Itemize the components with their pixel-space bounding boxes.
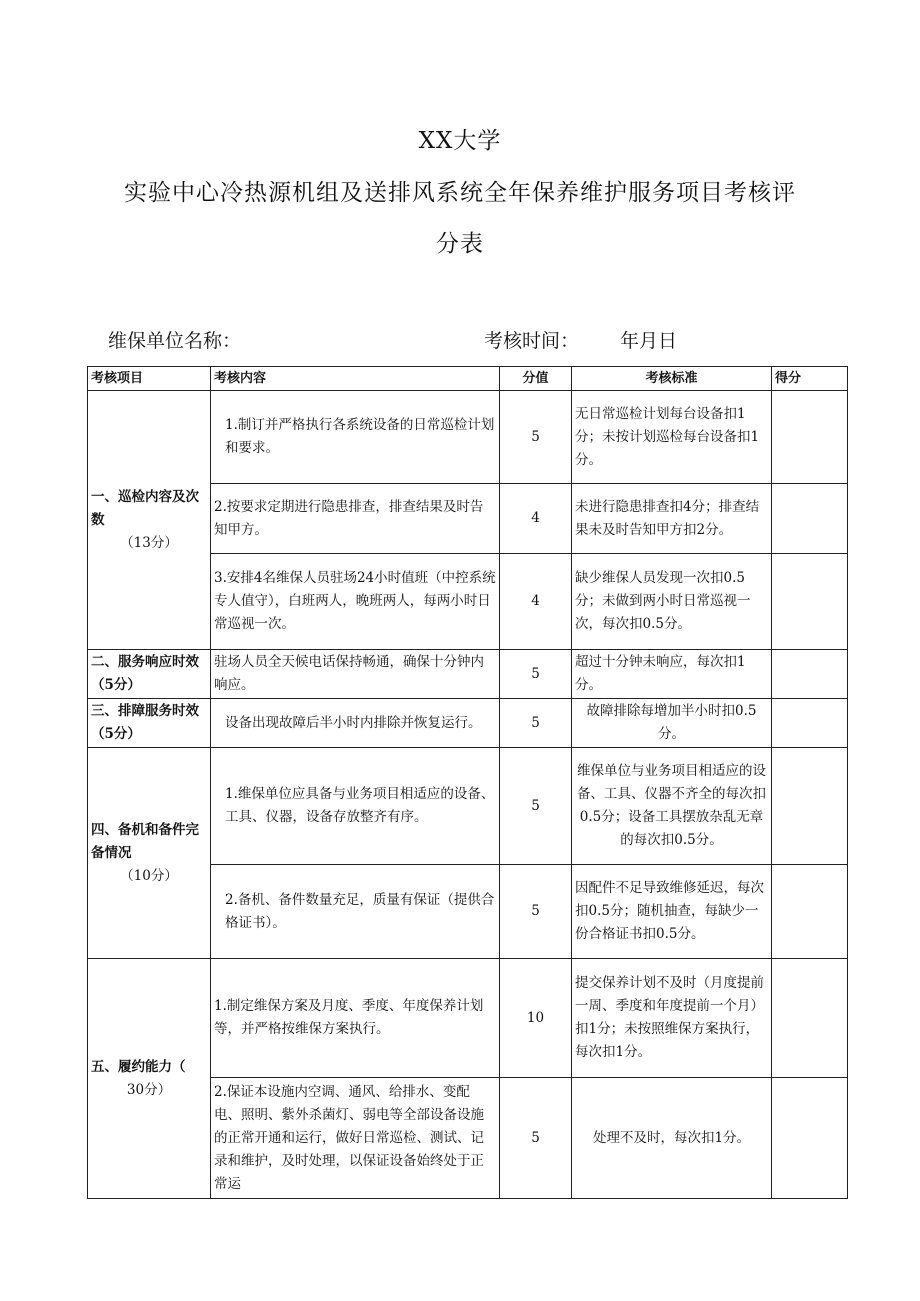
item-points: 30分） [126,1081,172,1098]
standard-cell: 处理不及时，每次扣1分。 [572,1078,772,1199]
content-cell: 1.制订并严格执行各系统设备的日常巡检计划和要求。 [211,391,500,484]
content-cell: 1.制定维保方案及月度、季度、年度保养计划等，并严格按维保方案执行。 [211,959,500,1078]
got-score-cell[interactable] [772,748,848,865]
got-score-cell[interactable] [772,699,848,748]
standard-cell: 未进行隐患排查扣4分；排查结果未及时告知甲方扣2分。 [572,484,772,554]
item-cell [88,650,211,699]
header-content: 考核内容 [211,367,500,391]
item-points: （13分） [120,534,178,551]
standard-cell: 超过十分钟未响应，每次扣1分。 [572,650,772,699]
standard-cell: 提交保养计划不及时（月度提前一周、季度和年度提前一个月）扣1分；未按照维保方案执行，每次扣1分。 [572,959,772,1078]
got-score-cell[interactable] [772,484,848,554]
got-score-cell[interactable] [772,554,848,650]
content-cell: 2.保证本设施内空调、通风、给排水、变配电、照明、紫外杀菌灯、弱电等全部设备设施的正常开通和运行，做好日常巡检、测试、记录和维护，及时处理，以保证设备始终处于正常运 [211,1078,500,1199]
header-standard: 考核标准 [572,367,772,391]
item-title: 五、履约能力（ [91,1058,186,1075]
score-cell: 10 [500,959,572,1078]
header-item: 考核项目 [88,367,211,391]
standard-cell: 维保单位与业务项目相适应的设备、工具、仪器不齐全的每次扣0.5分；设备工具摆放杂乱无章的每次扣0.5分。 [572,748,772,865]
score-cell: 5 [500,650,572,699]
table-row [88,959,848,1078]
assessment-time-label: 考核时间： [484,330,580,352]
document-title: XX大学 [418,128,502,154]
score-cell: 5 [500,748,572,865]
item-cell [88,391,211,650]
assessment-date: 年月日 [620,330,678,352]
item-points: （10分） [120,867,178,884]
standard-cell: 因配件不足导致维修延迟，每次扣0.5分；随机抽查，每缺少一份合格证书扣0.5分。 [572,865,772,959]
content-cell: 驻场人员全天候电话保持畅通，确保十分钟内响应。 [211,650,500,699]
item-title: 二、服务响应时效（5分） [91,654,199,693]
score-cell: 5 [500,699,572,748]
item-cell [88,748,211,959]
score-cell: 5 [500,1078,572,1199]
score-cell: 5 [500,865,572,959]
table-row [88,650,848,699]
got-score-cell[interactable] [772,650,848,699]
content-cell: 2.按要求定期进行隐患排查，排查结果及时告知甲方。 [211,484,500,554]
document-subtitle: 实验中心冷热源机组及送排风系统全年保养维护服务项目考核评 [124,180,796,206]
standard-cell: 无日常巡检计划每台设备扣1分；未按计划巡检每台设备扣1分。 [572,391,772,484]
score-cell: 4 [500,554,572,650]
header-got: 得分 [772,367,848,391]
item-title: 四、备机和备件完备情况 [91,821,199,861]
table-row [88,748,848,865]
document-subtitle-continued: 分表 [436,231,484,257]
item-title: 一、巡检内容及次数 [91,488,199,528]
item-title: 三、排障服务时效（5分） [91,703,199,742]
table-header-row [88,367,848,391]
table-row [88,391,848,484]
table-row [88,699,848,748]
item-cell [88,959,211,1199]
content-cell: 3.安排4名维保人员驻场24小时值班（中控系统专人值守），白班两人，晚班两人，每两小时日常巡视一次。 [211,554,500,650]
content-cell: 2.备机、备件数量充足，质量有保证（提供合格证书）。 [211,865,500,959]
content-cell: 1.维保单位应具备与业务项目相适应的设备、工具、仪器，设备存放整齐有序。 [211,748,500,865]
got-score-cell[interactable] [772,865,848,959]
score-cell: 5 [500,391,572,484]
assessment-table [87,366,848,1199]
score-cell: 4 [500,484,572,554]
maintenance-unit-label: 维保单位名称： [108,330,242,352]
standard-cell: 故障排除每增加半小时扣0.5分。 [572,699,772,748]
standard-cell: 缺少维保人员发现一次扣0.5分；未做到两小时日常巡视一次，每次扣0.5分。 [572,554,772,650]
got-score-cell[interactable] [772,1078,848,1199]
header-score: 分值 [500,367,572,391]
got-score-cell[interactable] [772,391,848,484]
item-cell [88,699,211,748]
got-score-cell[interactable] [772,959,848,1078]
content-cell: 设备出现故障后半小时内排除并恢复运行。 [211,699,500,748]
